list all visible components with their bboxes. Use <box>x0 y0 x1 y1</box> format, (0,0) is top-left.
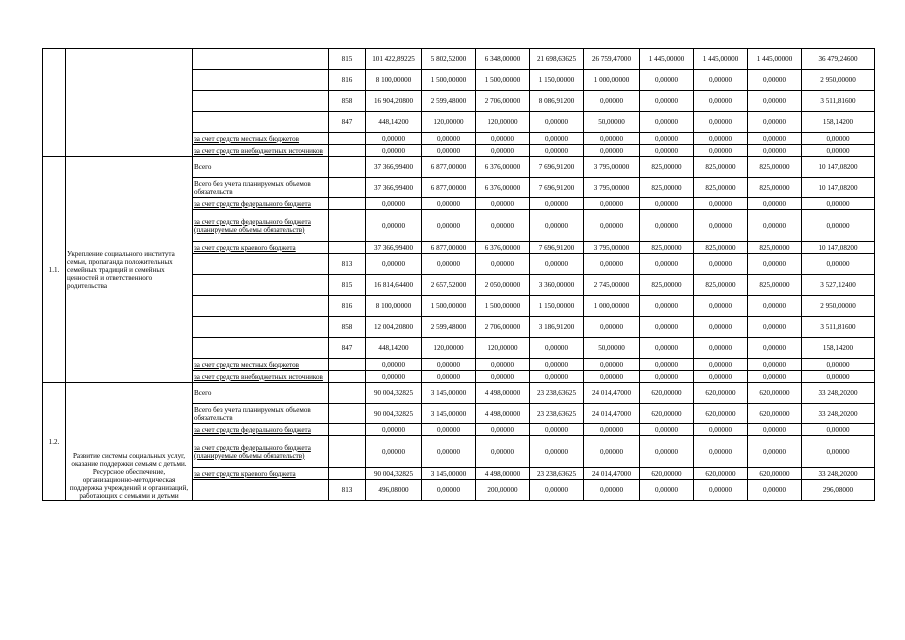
amount-cell: 620,00000 <box>694 404 748 424</box>
budget-code <box>329 359 366 371</box>
funding-source: за счет средств краевого бюджета <box>193 468 329 480</box>
amount-cell: 1 445,00000 <box>694 49 748 70</box>
funding-source: Всего без учета планируемых объемов обязательств <box>193 404 329 424</box>
funding-source <box>193 275 329 296</box>
amount-cell: 0,00000 <box>802 371 875 383</box>
budget-code <box>329 371 366 383</box>
amount-cell: 26 759,47000 <box>584 49 640 70</box>
amount-cell: 0,00000 <box>748 296 802 317</box>
funding-source: за счет средств федерального бюджета (планируемые объемы обязательств) <box>193 210 329 242</box>
budget-code: 813 <box>329 480 366 501</box>
funding-source <box>193 91 329 112</box>
amount-cell: 158,14200 <box>802 112 875 133</box>
amount-cell: 0,00000 <box>584 254 640 275</box>
amount-cell: 0,00000 <box>640 424 694 436</box>
amount-cell: 0,00000 <box>366 145 422 157</box>
amount-cell: 825,00000 <box>640 242 694 254</box>
budget-code: 815 <box>329 49 366 70</box>
budget-code: 815 <box>329 275 366 296</box>
amount-cell: 0,00000 <box>640 436 694 468</box>
amount-cell: 1 000,00000 <box>584 296 640 317</box>
amount-cell: 23 238,63625 <box>530 468 584 480</box>
amount-cell: 0,00000 <box>366 133 422 145</box>
funding-source <box>193 480 329 501</box>
amount-cell: 0,00000 <box>640 254 694 275</box>
amount-cell: 0,00000 <box>476 210 530 242</box>
amount-cell: 24 014,47000 <box>584 383 640 404</box>
amount-cell: 0,00000 <box>694 145 748 157</box>
amount-cell: 0,00000 <box>422 210 476 242</box>
amount-cell: 0,00000 <box>530 145 584 157</box>
funding-source: за счет средств внебюджетных источников <box>193 145 329 157</box>
amount-cell: 496,08000 <box>366 480 422 501</box>
amount-cell: 1 150,00000 <box>530 70 584 91</box>
amount-cell: 5 802,52000 <box>422 49 476 70</box>
amount-cell: 6 376,00000 <box>476 242 530 254</box>
amount-cell: 3 145,00000 <box>422 383 476 404</box>
amount-cell: 0,00000 <box>476 424 530 436</box>
amount-cell: 0,00000 <box>694 254 748 275</box>
budget-code <box>329 404 366 424</box>
amount-cell: 0,00000 <box>748 436 802 468</box>
amount-cell: 0,00000 <box>476 198 530 210</box>
amount-cell: 0,00000 <box>640 70 694 91</box>
row-index: 1.2. <box>43 383 66 501</box>
amount-cell: 0,00000 <box>748 371 802 383</box>
amount-cell: 3 795,00000 <box>584 178 640 198</box>
amount-cell: 3 145,00000 <box>422 468 476 480</box>
amount-cell: 158,14200 <box>802 338 875 359</box>
amount-cell: 0,00000 <box>694 91 748 112</box>
amount-cell: 0,00000 <box>694 317 748 338</box>
amount-cell: 120,00000 <box>476 112 530 133</box>
amount-cell: 0,00000 <box>640 198 694 210</box>
budget-code: 816 <box>329 296 366 317</box>
amount-cell: 0,00000 <box>366 254 422 275</box>
funding-source: Всего без учета планируемых объемов обязательств <box>193 178 329 198</box>
amount-cell: 0,00000 <box>802 436 875 468</box>
amount-cell: 0,00000 <box>422 133 476 145</box>
budget-code <box>329 424 366 436</box>
amount-cell: 0,00000 <box>422 424 476 436</box>
funding-source: за счет средств федерального бюджета <box>193 424 329 436</box>
amount-cell: 0,00000 <box>802 359 875 371</box>
amount-cell: 4 498,00000 <box>476 383 530 404</box>
amount-cell: 0,00000 <box>748 112 802 133</box>
budget-code <box>329 145 366 157</box>
amount-cell: 1 150,00000 <box>530 296 584 317</box>
amount-cell: 0,00000 <box>748 317 802 338</box>
amount-cell: 1 445,00000 <box>748 49 802 70</box>
funding-source: за счет средств местных бюджетов <box>193 359 329 371</box>
budget-code <box>329 436 366 468</box>
amount-cell: 33 248,20200 <box>802 468 875 480</box>
amount-cell: 50,00000 <box>584 112 640 133</box>
amount-cell: 1 500,00000 <box>476 296 530 317</box>
amount-cell: 1 000,00000 <box>584 70 640 91</box>
amount-cell: 7 696,91200 <box>530 157 584 178</box>
budget-code: 813 <box>329 254 366 275</box>
amount-cell: 825,00000 <box>694 275 748 296</box>
amount-cell: 0,00000 <box>640 359 694 371</box>
amount-cell: 1 500,00000 <box>476 70 530 91</box>
amount-cell: 0,00000 <box>748 70 802 91</box>
budget-code <box>329 198 366 210</box>
budget-code <box>329 383 366 404</box>
budget-code <box>329 210 366 242</box>
amount-cell: 620,00000 <box>748 468 802 480</box>
budget-code: 847 <box>329 338 366 359</box>
amount-cell: 2 657,52000 <box>422 275 476 296</box>
amount-cell: 0,00000 <box>422 436 476 468</box>
amount-cell: 6 877,00000 <box>422 157 476 178</box>
amount-cell: 8 100,00000 <box>366 70 422 91</box>
amount-cell: 0,00000 <box>748 359 802 371</box>
funding-source: за счет средств местных бюджетов <box>193 133 329 145</box>
amount-cell: 10 147,08200 <box>802 242 875 254</box>
amount-cell: 0,00000 <box>748 91 802 112</box>
amount-cell: 37 366,99400 <box>366 242 422 254</box>
funding-source: за счет средств краевого бюджета <box>193 242 329 254</box>
amount-cell: 0,00000 <box>530 480 584 501</box>
funding-source: Всего <box>193 157 329 178</box>
amount-cell: 33 248,20200 <box>802 404 875 424</box>
amount-cell: 0,00000 <box>694 424 748 436</box>
amount-cell: 2 706,00000 <box>476 91 530 112</box>
amount-cell: 2 950,00000 <box>802 296 875 317</box>
amount-cell: 0,00000 <box>422 198 476 210</box>
amount-cell: 0,00000 <box>366 359 422 371</box>
amount-cell: 0,00000 <box>802 145 875 157</box>
amount-cell: 36 479,24600 <box>802 49 875 70</box>
amount-cell: 10 147,08200 <box>802 157 875 178</box>
amount-cell: 0,00000 <box>802 424 875 436</box>
amount-cell: 620,00000 <box>694 383 748 404</box>
amount-cell: 0,00000 <box>748 338 802 359</box>
table-row <box>43 383 875 404</box>
amount-cell: 16 814,64400 <box>366 275 422 296</box>
amount-cell: 3 186,91200 <box>530 317 584 338</box>
amount-cell: 3 511,81600 <box>802 317 875 338</box>
amount-cell: 620,00000 <box>640 383 694 404</box>
amount-cell: 825,00000 <box>694 242 748 254</box>
amount-cell: 0,00000 <box>530 254 584 275</box>
amount-cell: 16 904,20800 <box>366 91 422 112</box>
row-index: 1.1. <box>43 157 66 383</box>
program-name <box>66 49 193 157</box>
amount-cell: 825,00000 <box>694 178 748 198</box>
amount-cell: 0,00000 <box>694 70 748 91</box>
amount-cell: 0,00000 <box>640 145 694 157</box>
amount-cell: 0,00000 <box>366 371 422 383</box>
budget-table-body <box>43 49 875 501</box>
amount-cell: 200,00000 <box>476 480 530 501</box>
funding-source: за счет средств федерального бюджета (планируемые объемы обязательств) <box>193 436 329 468</box>
amount-cell: 12 004,20800 <box>366 317 422 338</box>
budget-code <box>329 468 366 480</box>
amount-cell: 0,00000 <box>584 210 640 242</box>
amount-cell: 24 014,47000 <box>584 468 640 480</box>
amount-cell: 37 366,99400 <box>366 178 422 198</box>
amount-cell: 0,00000 <box>802 210 875 242</box>
amount-cell: 0,00000 <box>748 133 802 145</box>
amount-cell: 0,00000 <box>476 436 530 468</box>
amount-cell: 1 500,00000 <box>422 70 476 91</box>
amount-cell: 0,00000 <box>366 436 422 468</box>
amount-cell: 0,00000 <box>422 371 476 383</box>
funding-source <box>193 70 329 91</box>
amount-cell: 2 706,00000 <box>476 317 530 338</box>
budget-code <box>329 133 366 145</box>
amount-cell: 448,14200 <box>366 112 422 133</box>
amount-cell: 825,00000 <box>640 275 694 296</box>
amount-cell: 825,00000 <box>640 157 694 178</box>
row-index <box>43 49 66 157</box>
amount-cell: 0,00000 <box>748 198 802 210</box>
amount-cell: 6 376,00000 <box>476 178 530 198</box>
amount-cell: 6 877,00000 <box>422 242 476 254</box>
amount-cell: 620,00000 <box>748 383 802 404</box>
amount-cell: 0,00000 <box>694 436 748 468</box>
amount-cell: 1 500,00000 <box>422 296 476 317</box>
amount-cell: 10 147,08200 <box>802 178 875 198</box>
funding-source <box>193 49 329 70</box>
amount-cell: 0,00000 <box>640 210 694 242</box>
amount-cell: 120,00000 <box>476 338 530 359</box>
amount-cell: 37 366,99400 <box>366 157 422 178</box>
funding-source <box>193 296 329 317</box>
amount-cell: 3 527,12400 <box>802 275 875 296</box>
amount-cell: 2 745,00000 <box>584 275 640 296</box>
amount-cell: 0,00000 <box>694 359 748 371</box>
amount-cell: 0,00000 <box>584 198 640 210</box>
amount-cell: 0,00000 <box>584 317 640 338</box>
amount-cell: 0,00000 <box>530 436 584 468</box>
amount-cell: 3 795,00000 <box>584 242 640 254</box>
amount-cell: 0,00000 <box>584 145 640 157</box>
program-name: Развитие системы социальных услуг, оказание поддержки семьям с детьми. Ресурсное обеспечение, организационно-методическая поддержка учреждений и организаций, работающих с семьями и детьми <box>66 383 193 501</box>
amount-cell: 8 086,91200 <box>530 91 584 112</box>
amount-cell: 0,00000 <box>694 133 748 145</box>
budget-table <box>42 48 875 501</box>
amount-cell: 0,00000 <box>748 424 802 436</box>
amount-cell: 0,00000 <box>802 198 875 210</box>
amount-cell: 0,00000 <box>584 371 640 383</box>
amount-cell: 90 004,32825 <box>366 468 422 480</box>
amount-cell: 4 498,00000 <box>476 404 530 424</box>
amount-cell: 0,00000 <box>476 254 530 275</box>
amount-cell: 0,00000 <box>422 145 476 157</box>
amount-cell: 0,00000 <box>748 145 802 157</box>
amount-cell: 8 100,00000 <box>366 296 422 317</box>
amount-cell: 825,00000 <box>640 178 694 198</box>
funding-source <box>193 317 329 338</box>
amount-cell: 7 696,91200 <box>530 242 584 254</box>
amount-cell: 4 498,00000 <box>476 468 530 480</box>
amount-cell: 21 698,63625 <box>530 49 584 70</box>
amount-cell: 3 511,81600 <box>802 91 875 112</box>
amount-cell: 3 360,00000 <box>530 275 584 296</box>
amount-cell: 0,00000 <box>748 210 802 242</box>
amount-cell: 2 599,48000 <box>422 91 476 112</box>
amount-cell: 0,00000 <box>748 254 802 275</box>
funding-source: за счет средств федерального бюджета <box>193 198 329 210</box>
amount-cell: 0,00000 <box>476 133 530 145</box>
amount-cell: 90 004,32825 <box>366 383 422 404</box>
amount-cell: 7 696,91200 <box>530 178 584 198</box>
amount-cell: 825,00000 <box>694 157 748 178</box>
funding-source: за счет средств внебюджетных источников <box>193 371 329 383</box>
amount-cell: 0,00000 <box>694 210 748 242</box>
amount-cell: 0,00000 <box>530 133 584 145</box>
amount-cell: 0,00000 <box>530 198 584 210</box>
amount-cell: 0,00000 <box>802 133 875 145</box>
amount-cell: 0,00000 <box>584 424 640 436</box>
funding-source: Всего <box>193 383 329 404</box>
amount-cell: 0,00000 <box>476 145 530 157</box>
amount-cell: 0,00000 <box>366 424 422 436</box>
amount-cell: 23 238,63625 <box>530 383 584 404</box>
amount-cell: 0,00000 <box>640 91 694 112</box>
amount-cell: 24 014,47000 <box>584 404 640 424</box>
amount-cell: 448,14200 <box>366 338 422 359</box>
funding-source <box>193 338 329 359</box>
budget-code <box>329 157 366 178</box>
amount-cell: 0,00000 <box>476 371 530 383</box>
amount-cell: 620,00000 <box>640 468 694 480</box>
amount-cell: 0,00000 <box>584 359 640 371</box>
amount-cell: 620,00000 <box>694 468 748 480</box>
amount-cell: 0,00000 <box>584 133 640 145</box>
amount-cell: 120,00000 <box>422 112 476 133</box>
amount-cell: 0,00000 <box>694 198 748 210</box>
amount-cell: 0,00000 <box>802 254 875 275</box>
amount-cell: 0,00000 <box>584 480 640 501</box>
amount-cell: 0,00000 <box>748 480 802 501</box>
amount-cell: 0,00000 <box>530 112 584 133</box>
amount-cell: 825,00000 <box>748 178 802 198</box>
amount-cell: 0,00000 <box>694 112 748 133</box>
budget-code <box>329 178 366 198</box>
amount-cell: 0,00000 <box>530 210 584 242</box>
amount-cell: 0,00000 <box>530 371 584 383</box>
amount-cell: 825,00000 <box>748 157 802 178</box>
amount-cell: 0,00000 <box>584 91 640 112</box>
funding-source <box>193 254 329 275</box>
amount-cell: 825,00000 <box>748 242 802 254</box>
amount-cell: 0,00000 <box>694 480 748 501</box>
amount-cell: 0,00000 <box>422 359 476 371</box>
amount-cell: 0,00000 <box>476 359 530 371</box>
amount-cell: 90 004,32825 <box>366 404 422 424</box>
amount-cell: 0,00000 <box>366 210 422 242</box>
amount-cell: 6 877,00000 <box>422 178 476 198</box>
amount-cell: 0,00000 <box>640 112 694 133</box>
amount-cell: 23 238,63625 <box>530 404 584 424</box>
budget-code <box>329 242 366 254</box>
amount-cell: 0,00000 <box>366 198 422 210</box>
amount-cell: 2 950,00000 <box>802 70 875 91</box>
amount-cell: 0,00000 <box>640 133 694 145</box>
amount-cell: 1 445,00000 <box>640 49 694 70</box>
amount-cell: 0,00000 <box>694 338 748 359</box>
table-row <box>43 49 875 70</box>
amount-cell: 33 248,20200 <box>802 383 875 404</box>
amount-cell: 0,00000 <box>640 480 694 501</box>
amount-cell: 0,00000 <box>640 338 694 359</box>
budget-code: 858 <box>329 317 366 338</box>
amount-cell: 0,00000 <box>640 317 694 338</box>
amount-cell: 50,00000 <box>584 338 640 359</box>
amount-cell: 0,00000 <box>422 254 476 275</box>
amount-cell: 0,00000 <box>422 480 476 501</box>
budget-code: 816 <box>329 70 366 91</box>
amount-cell: 620,00000 <box>640 404 694 424</box>
amount-cell: 2 050,00000 <box>476 275 530 296</box>
budget-code: 847 <box>329 112 366 133</box>
amount-cell: 296,08000 <box>802 480 875 501</box>
amount-cell: 6 376,00000 <box>476 157 530 178</box>
amount-cell: 0,00000 <box>530 359 584 371</box>
amount-cell: 3 795,00000 <box>584 157 640 178</box>
table-row <box>43 157 875 178</box>
amount-cell: 6 348,00000 <box>476 49 530 70</box>
amount-cell: 0,00000 <box>530 338 584 359</box>
amount-cell: 0,00000 <box>694 296 748 317</box>
amount-cell: 120,00000 <box>422 338 476 359</box>
amount-cell: 0,00000 <box>584 436 640 468</box>
amount-cell: 0,00000 <box>530 424 584 436</box>
amount-cell: 620,00000 <box>748 404 802 424</box>
amount-cell: 0,00000 <box>694 371 748 383</box>
amount-cell: 825,00000 <box>748 275 802 296</box>
amount-cell: 3 145,00000 <box>422 404 476 424</box>
amount-cell: 2 599,48000 <box>422 317 476 338</box>
program-name: Укрепление социального института семьи, пропаганда положительных семейных традиций и семейных ценностей и ответственного родительства <box>66 157 193 383</box>
funding-source <box>193 112 329 133</box>
amount-cell: 0,00000 <box>640 371 694 383</box>
budget-code: 858 <box>329 91 366 112</box>
amount-cell: 0,00000 <box>640 296 694 317</box>
amount-cell: 101 422,89225 <box>366 49 422 70</box>
